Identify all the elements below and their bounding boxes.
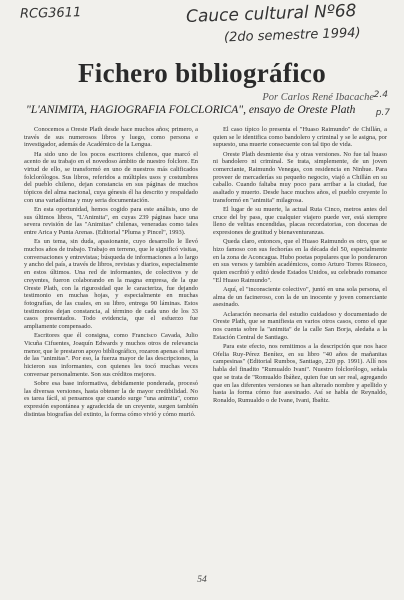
paragraph: En esta oportunidad, hemos cogido para este análisis, uno de sus últimos libros, "L'Animita", en cuyas 239 páginas hace una severa revisión de las "Animitas" chilenas, veneradas como tales entre Arica y Punta Arenas. (Editorial "Pluma y Pincel", 1993). [24,206,198,237]
paragraph: Aclaración necesaria del estudio cuidadoso y documentado de Oreste Plath, que se manifiesta en varios otros casos, como el que nos cuenta sobre la "animita" de la calle San Borja, aledaña a la Estación Central de Santiago. [213,310,387,341]
paragraph: Aquí, el "inconsciente colectivo", juntó en una sola persona, el alma de un facineroso, con la de un inocente y joven comerciante asesinado. [213,286,387,309]
handwritten-page-mark: p.7 [375,108,390,118]
paragraph: Escritores que él consigna, como Francisco Cavada, Julio Vicuña Cifuentes, Joaquín Edwards y muchos otros de relevancia menor, que le prestaron apoyo bibliográfico, rozaron apenas el tema de las "animitas". Por eso, la fuerza mayor de las descripciones, la hicieron sus informantes, con quienes les tocó muchas veces conversar personalmente. Son sus créditos mejores. [24,332,198,378]
text-column-right [213,126,387,574]
paragraph: El caso típico lo presenta el "Huaso Raimundo" de Chillán, a quien se le identifica como bandolero y criminal y se le asigna, por supuesto, una muerte consecuente con tal tipo de vida. [213,126,387,149]
paragraph: Oreste Plath desmiente ésa y otras versiones. No fue tal huaso ni bandolero ni criminal. Se trata, simplemente, de un joven comerciante, Raimundo Venegas, con residencia en Ninhue. Para proveer de mercaderías su pequeño negocio, viajó a Chillán en su caballo. Cuando faltaba muy poco para arribar a la ciudad, fue asaltado y muerto. Desde hace muchos años, el pueblo creyente lo transformó en "animita" milagrosa. [213,150,387,204]
handwritten-author-mark: 2.4 [373,90,388,100]
article-author: Por Carlos René Ibacache [262,92,374,103]
paragraph: Es un tema, sin duda, apasionante, cuyo desarrollo le llevó muchos años de trabajo. Trabajo en terreno, que le significó visitas, conversaciones y entrevistas; búsqueda de informaciones a lo largo y ancho del país, a través de libros, revistas y diarios, especialmente en estos últimos. Una red de informantes, de colectivos y de creyentes, fueron colaborando en la magna empresa, de la que Oreste Plath, con la rigurosidad que le caracteriza, fue dejando testimonio en muchas hojas, y especialmente en muchas fotografías, de las cuales, en su libro, entrega 90 láminas. Estos testimonios dejan constancia, al término de cada uno de los 33 casos presentados. Todo evidencia, que el esfuerzo fue ampliamente compensado. [24,238,198,331]
paragraph: Ha sido uno de los pocos escritores chilenos, que marcó el acento de su trabajo en el novedoso ámbito de nuestro folclore. En virtud de ello, se transformó en uno de nuestros más calificados folclorólogos. Sus libros, referidos a múltiples usos y costumbres del pueblo chileno, dejan constancia en sus páginas de muchos tópicos del alma nacional, cuya génesis él ha descrito y respaldado con una variadísima y muy seria documentación. [24,150,198,204]
page-number: 54 [197,575,207,585]
text-column-left [24,126,198,574]
paragraph: Queda claro, entonces, que el Huaso Raimundo es otro, que se hizo famoso con sus fechorías en la década del 50, especialmente en la zona de Aconcagua. Hubo poetas populares que lo ponderaron en sus versos y también académicos, como Arturo Torres Rioseco, quien escribió y editó desde Estados Unidos, su celebrado romance "El Huaso Raimundo". [213,238,387,284]
paragraph: Sobre esa base informativa, debidamente ponderada, procesó las diversas versiones, hasta obtener la de mayor credibilidad. No es tarea fácil, si pensamos que cuando surge "una animita", como expresión espontánea y agradecida de un creyente, surgen también distintas biografías del extinto, la forma cómo vivió y cómo murió. [24,380,198,418]
page-title: Fichero bibliográfico [77,58,327,88]
handwritten-period-note: (2do semestre 1994) [223,25,361,46]
paragraph: Conocemos a Oreste Plath desde hace muchos años; primero, a través de sus numerosos libros y luego, como persona e investigador, además de Académico de la Lengua. [24,126,198,149]
article-subheading: "L'ANIMITA, HAGIOGRAFIA FOLCLORICA", ensayo de Oreste Plath [26,104,356,116]
handwritten-source-note: Cauce cultural Nº68 [185,1,357,27]
paragraph: El lugar de su muerte, la actual Ruta Cinco, metros antes del cruce del by pass, que cualquier viajero puede ver, está siempre lleno de velitas encendidas, placas recordatorias, con docenas de expresiones de gratitud y bienaventuranzas. [213,206,387,237]
paragraph: Para este efecto, nos remitimos a la descripción que nos hace Ofelia Ruy-Pérez Benítez, en su libro "40 años de mañanitas campesinas" (Editorial Rumbos, Santiago, 220 pp. 1991). Allí nos habla del finadito "Rumualdo Ivani". Nuestro folclorólogo, señala que se trata de "Romualdo Ibáñez, quien fue un ser real, agregando que en las diferentes versiones se han alterado nombre y apellido y hasta la forma cómo fue asesinado. Así se habla de Reynaldo, Ronaldo, Rumualdo o de Ivane, Ivani, Ibañiz. [213,342,387,404]
handwritten-catalog-code: RCG3611 [19,5,82,22]
